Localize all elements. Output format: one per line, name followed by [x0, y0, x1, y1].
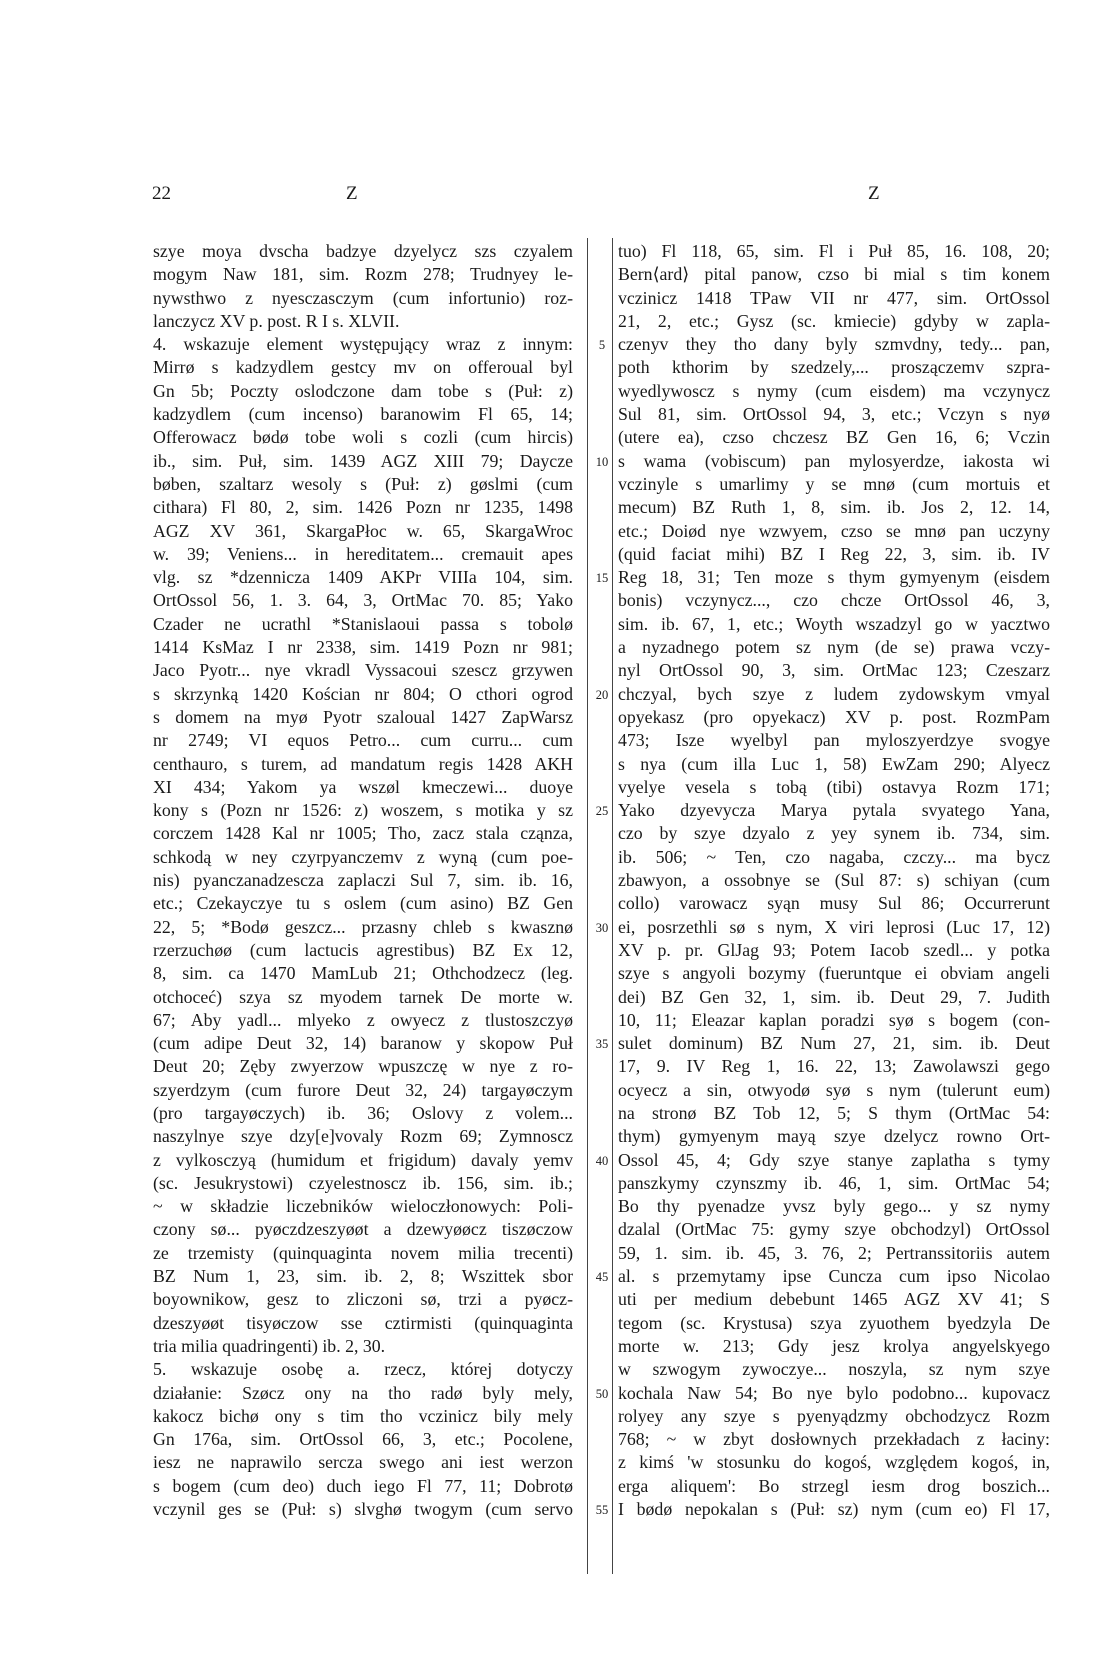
text-line: s nya (cum illa Luc 1, 58) EwZam 290; Alyecz: [618, 753, 1050, 774]
text-line: boyownikow, gesz to zliczoni sø, trzi a pyøcz-: [153, 1289, 573, 1310]
text-line: lanczycz XV p. post. R I s. XLVII.: [153, 310, 400, 331]
text-line: szye s angyoli bozymy (fueruntque ei obviam angeli: [618, 963, 1050, 984]
text-line: al. s przemytamy ipse Cuncza cum ipso Nicolao: [618, 1266, 1050, 1287]
text-line: uti per medium debebunt 1465 AGZ XV 41; S: [618, 1289, 1050, 1310]
line-number: 20: [595, 687, 609, 702]
text-line: kadzydlem (cum incenso) baranowim Fl 65, 14;: [153, 404, 573, 425]
text-line: s bogem (cum deo) duch iego Fl 77, 11; Dobrotø: [153, 1475, 573, 1496]
text-line: tegom (sc. Krystusa) szya zyuothem byedzyla De: [618, 1312, 1050, 1333]
text-line: Czader ne ucrathl *Stanislaoui passa s tobolø: [153, 613, 573, 634]
text-line: chczyal, bych szye z ludem zydowskym vmyal: [618, 683, 1050, 704]
text-line: nr 2749; VI equos Petro... cum curru... cum: [153, 730, 573, 751]
text-line: corczem 1428 Kal nr 1005; Tho, zacz stala cząnza,: [153, 823, 573, 844]
text-line: Jaco Pyotr... nye vkradl Vyssacoui szescz grzywen: [153, 660, 573, 681]
text-line: 22, 5; *Bodø geszcz... przasny chleb s kwasznø: [153, 916, 573, 937]
text-line: erga aliquem': Bo strzegl iesm drog boszich...: [618, 1475, 1050, 1496]
text-line: OrtOssol 56, 1. 3. 64, 3, OrtMac 70. 85; Yako: [153, 590, 573, 611]
text-line: tria milia quadringenti) ib. 2, 30.: [153, 1335, 386, 1356]
line-number: 10: [595, 454, 609, 469]
text-line: 1414 KsMaz I nr 2338, sim. 1419 Pozn nr 981;: [153, 637, 573, 658]
text-line: dei) BZ Gen 32, 1, sim. ib. Deut 29, 7. Judith: [618, 986, 1050, 1007]
text-line: cithara) Fl 80, 2, sim. 1426 Pozn nr 1235, 1498: [153, 497, 573, 518]
text-line: nis) pyanczanadzescza zaplaczi Sul 7, sim. ib. 16,: [153, 870, 573, 891]
text-line: z vylkosczyą (humidum et frigidum) davaly yemv: [153, 1149, 573, 1170]
text-line: a nyzadnego potem sz nym (de se) prawa vczy-: [618, 637, 1050, 658]
text-line: nywsthwo z nyesczasczym (cum infortunio) roz-: [153, 287, 573, 308]
line-number: 40: [595, 1153, 609, 1168]
text-line: centhauro, s turem, ad mandatum regis 1428 AKH: [153, 753, 573, 774]
text-line: vczinyle s umarlimy y se mnø (cum mortuis et: [618, 473, 1050, 494]
line-number: 25: [595, 804, 609, 819]
line-number: 5: [598, 338, 606, 353]
text-line: Bern⟨ard⟩ pital panow, czso bi mial s tim konem: [618, 264, 1050, 285]
text-line: rolyey any szye s pyenyądzmy obchodzycz Rozm: [618, 1405, 1050, 1426]
text-line: na stronø BZ Tob 12, 5; S thym (OrtMac 54:: [618, 1102, 1050, 1123]
text-line: 768; ~ w zbyt dosłownych przekładach z łaciny:: [618, 1429, 1050, 1450]
text-line: Yako dzyevycza Marya pytala svyatego Yana,: [618, 800, 1050, 821]
text-line: Mirrø s kadzydlem gestcy mv on offeroual byl: [153, 357, 573, 378]
text-line: schkodą w ney czyrpyanczemv z wyną (cum poe-: [153, 846, 573, 867]
text-line: nyl OrtOssol 90, 3, sim. OrtMac 123; Czeszarz: [618, 660, 1050, 681]
text-line: kony s (Pozn nr 1526: z) woszem, s motika y sz: [153, 800, 573, 821]
running-head-right: Z: [868, 183, 880, 204]
text-line: thym) gymyenym mayą szye dzelycz rowno Ort-: [618, 1126, 1050, 1147]
text-line: sulet dominum) BZ Num 27, 21, sim. ib. Deut: [618, 1033, 1050, 1054]
text-line: vczinicz 1418 TPaw VII nr 477, sim. OrtOssol: [618, 287, 1050, 308]
text-line: naszylnye szye dzy[e]vovaly Rozm 69; Zymnoscz: [153, 1126, 573, 1147]
text-line: otchoceć) szya sz myodem tarnek De morte w.: [153, 986, 573, 1007]
text-line: 21, 2, etc.; Gysz (sc. kmiecie) gdyby w zapla-: [618, 310, 1050, 331]
text-line: morte w. 213; Gdy jesz krolya angyelskyego: [618, 1335, 1050, 1356]
text-line: 67; Aby yadl... mlyeko z owyecz z tlustoszczyø: [153, 1009, 573, 1030]
text-line: dzalal (OrtMac 75: gymy szye obchodzyl) OrtOssol: [618, 1219, 1050, 1240]
text-line: 5. wskazuje osobę a. rzecz, której dotyczy: [153, 1359, 573, 1380]
text-line: (sc. Jesukrystowi) czyelestnoscz ib. 156, sim. ib.;: [153, 1172, 573, 1193]
text-line: 10, 11; Eleazar kaplan poradzi syø s bogem (con-: [618, 1009, 1050, 1030]
text-line: kakocz bichø ony s tim tho vczinicz bily mely: [153, 1405, 573, 1426]
text-line: vlg. sz *dzennicza 1409 AKPr VIIIa 104, sim.: [153, 567, 573, 588]
text-line: panszkymy czynszmy ib. 46, 1, sim. OrtMac 54;: [618, 1172, 1050, 1193]
text-line: bøben, szaltarz wesoly s (Puł: z) gøslmi (cum: [153, 473, 573, 494]
text-line: czony sø... pyøczdzeszyøøt a dzewyøøcz tiszøczow: [153, 1219, 573, 1240]
text-line: etc.; Czekayczye tu s oslem (cum asino) BZ Gen: [153, 893, 573, 914]
text-line: (pro targayøczych) ib. 36; Oslovy z volem...: [153, 1102, 573, 1123]
text-line: działanie: Szøcz ony na tho radø byly mely,: [153, 1382, 573, 1403]
text-line: szye moya dvscha badzye dzyelycz szs czyalem: [153, 241, 573, 261]
text-line: XI 434; Yakom ya wszøl kmeczewi... duoye: [153, 776, 573, 797]
text-line: XV p. pr. GlJag 93; Potem Iacob szedl... y potka: [618, 939, 1050, 960]
text-line: szyerdzym (cum furore Deut 32, 24) targayøczym: [153, 1079, 573, 1100]
text-line: rzerzuchøø (cum lactucis agrestibus) BZ Ex 12,: [153, 939, 573, 960]
text-line: poth kthorim by szedzely,... proszączemv szpra-: [618, 357, 1050, 378]
text-line: czenyv they tho dany byly szmvdny, tedy... pan,: [618, 334, 1050, 355]
text-line: 4. wskazuje element występujący wraz z innym:: [153, 334, 573, 355]
text-line: AGZ XV 361, SkargaPłoc w. 65, SkargaWroc: [153, 520, 573, 541]
text-line: 473; Isze wyelbyl pan myloszyerdzye svogye: [618, 730, 1050, 751]
text-line: 59, 1. sim. ib. 45, 3. 76, 2; Pertranssitoriis autem: [618, 1242, 1050, 1263]
text-line: tuo) Fl 118, 65, sim. Fl i Puł 85, 16. 108, 20;: [618, 241, 1050, 261]
text-line: collo) varowacz syąn musy Sul 86; Occurrerunt: [618, 893, 1050, 914]
text-line: ib. 506; ~ Ten, czo nagaba, czczy... ma bycz: [618, 846, 1050, 867]
text-line: Reg 18, 31; Ten moze s thym gymyenym (eisdem: [618, 567, 1050, 588]
line-number: 45: [595, 1270, 609, 1285]
text-line: dzeszyøøt tisyøczow sse cztirmisti (quinquaginta: [153, 1312, 573, 1333]
text-line: Ossol 45, 4; Gdy szye stanye zaplatha s tymy: [618, 1149, 1050, 1170]
text-line: ~ w składzie liczebników wieloczłonowych: Poli-: [153, 1196, 573, 1217]
line-number: 35: [595, 1037, 609, 1052]
text-line: zbawyon, a ossobnye se (Sul 87: s) schiyan (cum: [618, 870, 1050, 891]
page-number: 22: [152, 183, 171, 204]
text-line: etc.; Doiød nye wzwyem, czso se mnø pan uczyny: [618, 520, 1050, 541]
column-rule-left: [587, 238, 588, 1574]
text-line: 17, 9. IV Reg 1, 16. 22, 13; Zawolawszi gego: [618, 1056, 1050, 1077]
text-line: I bødø nepokalan s (Puł: sz) nym (cum eo) Fl 17,: [618, 1499, 1050, 1520]
running-head-left: Z: [346, 183, 358, 204]
text-line: iesz ne naprawilo sercza swego ani iest werzon: [153, 1452, 573, 1473]
text-line: BZ Num 1, 23, sim. ib. 2, 8; Wszittek sbor: [153, 1266, 573, 1287]
text-line: Deut 20; Zęby zwyerzow wpuszczę w nye z ro-: [153, 1056, 573, 1077]
text-line: Gn 176a, sim. OrtOssol 66, 3, etc.; Pocolene,: [153, 1429, 573, 1450]
text-line: Sul 81, sim. OrtOssol 94, 3, etc.; Vczyn s nyø: [618, 404, 1050, 425]
text-line: vyelye vesela s tobą (tibi) ostavya Rozm 171;: [618, 776, 1050, 797]
text-line: ze trzemisty (quinquaginta novem milia trecenti): [153, 1242, 573, 1263]
text-line: czo by szye dzyalo z yey synem ib. 734, sim.: [618, 823, 1050, 844]
text-line: (cum adipe Deut 32, 14) baranow y skopow Puł: [153, 1033, 573, 1054]
text-line: ei, posrzethli sø s nym, X viri leprosi (Luc 17, 12): [618, 916, 1050, 937]
text-line: Gn 5b; Poczty oslodczone dam tobe s (Puł: z): [153, 380, 573, 401]
text-line: s domem na myø Pyotr szaloual 1427 ZapWarsz: [153, 706, 573, 727]
text-line: w szwogym zywoczye... noszyla, sz nym szye: [618, 1359, 1050, 1380]
text-line: sim. ib. 67, 1, etc.; Woyth wszadzyl go w yacztwo: [618, 613, 1050, 634]
text-line: opyekasz (pro opyekacz) XV p. post. RozmPam: [618, 706, 1050, 727]
text-line: Offerowacz bødø tobe woli s cozli (cum hircis): [153, 427, 573, 448]
text-line: 8, sim. ca 1470 MamLub 21; Othchodzecz (leg.: [153, 963, 573, 984]
text-line: mogym Naw 181, sim. Rozm 278; Trudnyey le-: [153, 264, 573, 285]
text-line: ocyecz a sin, otwyodø syø s nym (tulerunt eum): [618, 1079, 1050, 1100]
line-number: 15: [595, 571, 609, 586]
line-number: 55: [595, 1503, 609, 1518]
left-column: [153, 240, 573, 1521]
text-line: ib., sim. Puł, sim. 1439 AGZ XIII 79; Daycze: [153, 450, 573, 471]
line-number: 30: [595, 920, 609, 935]
text-line: w. 39; Veniens... in hereditatem... cremauit apes: [153, 543, 573, 564]
text-line: (utere ea), czso chczesz BZ Gen 16, 6; Vczin: [618, 427, 1050, 448]
text-line: z kimś 'w stosunku do kogoś, względem kogoś, in,: [618, 1452, 1050, 1473]
column-rule-right: [612, 238, 613, 1574]
text-line: Bo thy pyenadze yvsz byly gego... y sz nymy: [618, 1196, 1050, 1217]
text-line: (quid faciat mihi) BZ I Reg 22, 3, sim. ib. IV: [618, 543, 1050, 564]
line-number: 50: [595, 1386, 609, 1401]
text-line: bonis) vczynycz..., czo chcze OrtOssol 46, 3,: [618, 590, 1050, 611]
text-line: kochala Naw 54; Bo nye bylo podobno... kupovacz: [618, 1382, 1050, 1403]
right-column: [618, 240, 1050, 1521]
text-line: wyedlywoscz s nymy (cum eisdem) ma vczynycz: [618, 380, 1050, 401]
text-line: vczynil ges se (Puł: s) slvghø twogym (cum servo: [153, 1499, 573, 1520]
text-line: s wama (vobiscum) pan mylosyerdze, iakosta wi: [618, 450, 1050, 471]
text-line: s skrzynką 1420 Kościan nr 804; O cthori ogrod: [153, 683, 573, 704]
text-line: mecum) BZ Ruth 1, 8, sim. ib. Jos 2, 12. 14,: [618, 497, 1050, 518]
